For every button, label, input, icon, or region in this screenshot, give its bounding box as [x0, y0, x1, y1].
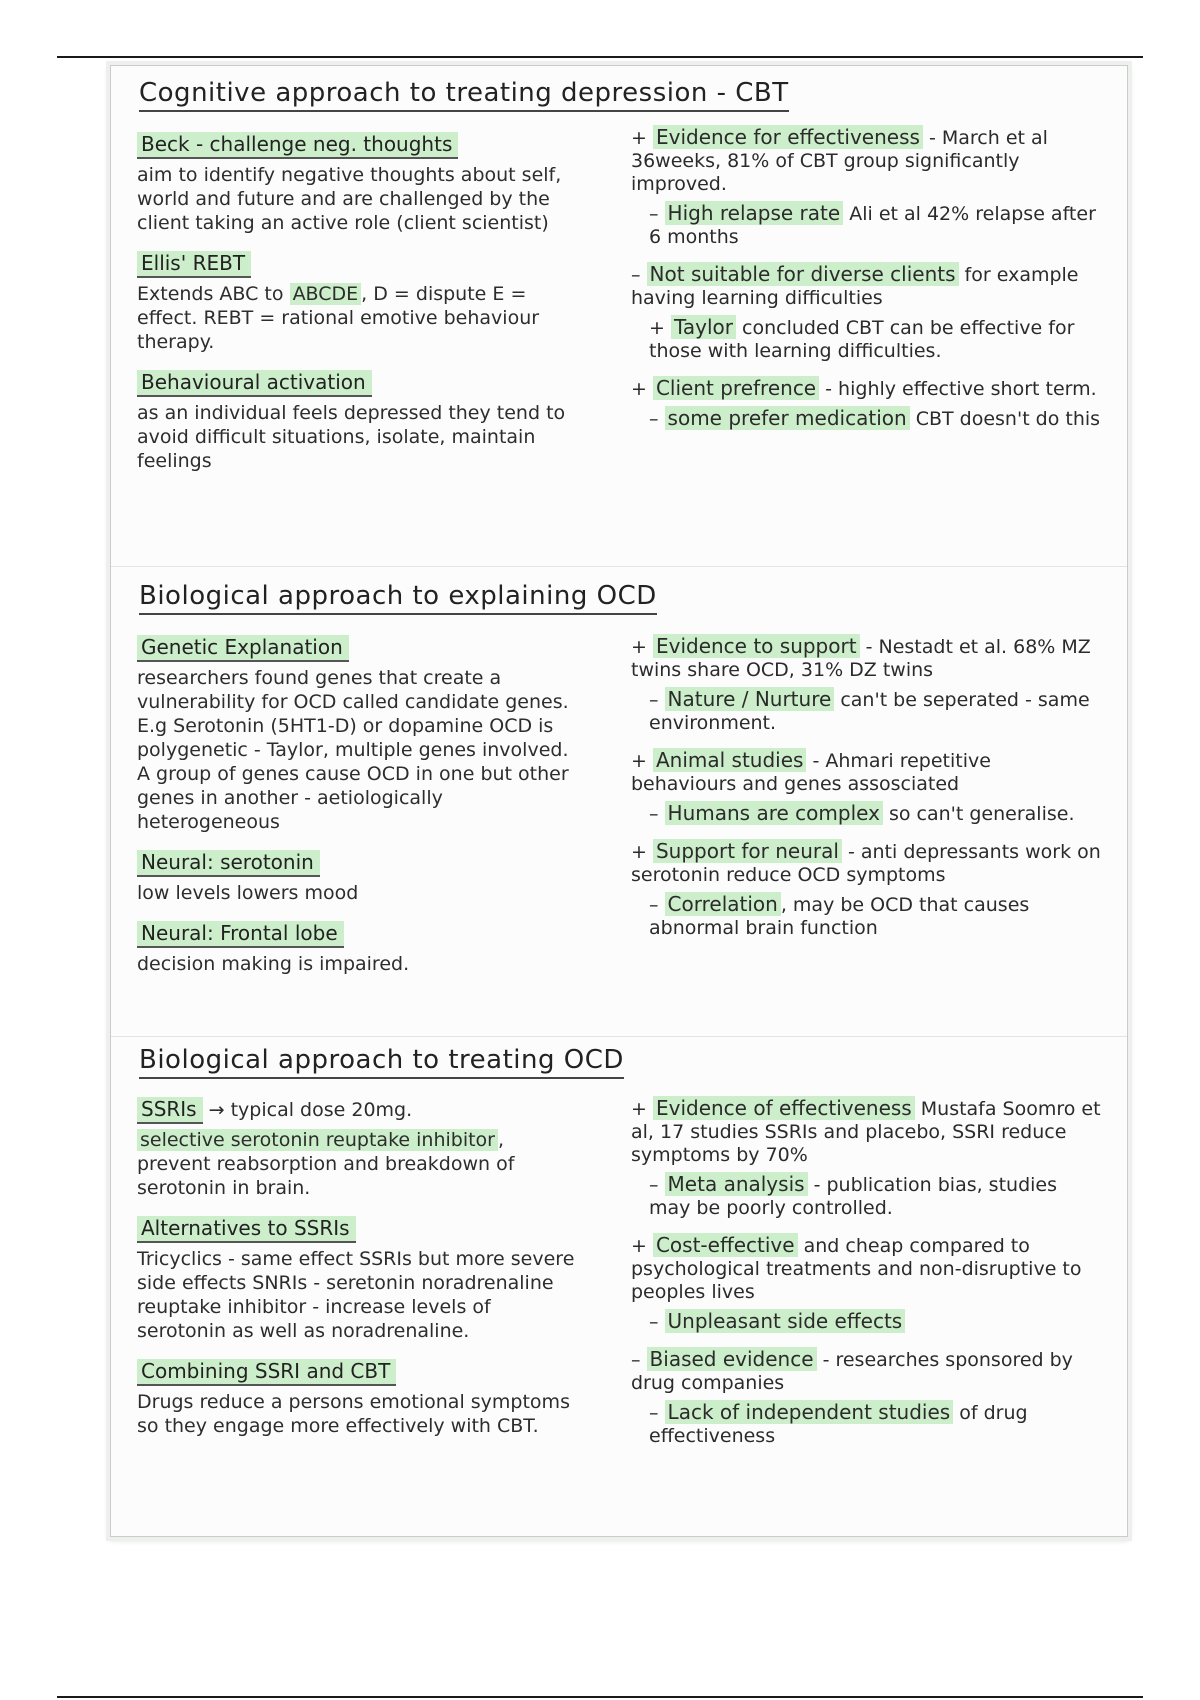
point-text: Mustafa Soomro et al, 17 studies SSRIs and placebo, SSRI reduce symptoms by 70% [631, 1098, 1101, 1166]
note-body: Drugs reduce a persons emotional symptoms so they engage more effectively with CBT. [137, 1391, 570, 1437]
point-highlight: Client prefrence [653, 376, 819, 400]
note-heading: Genetic Explanation [137, 635, 349, 662]
point-highlight: some prefer medication [665, 406, 910, 430]
point-text: of drug effectiveness [649, 1402, 1028, 1447]
point-highlight: Unpleasant side effects [665, 1309, 906, 1333]
point-sign: + [631, 1235, 647, 1257]
point-text: - anti depressants work on serotonin reduce OCD symptoms [631, 841, 1101, 886]
evaluation-point [649, 1401, 1101, 1448]
point-sign: + [631, 841, 647, 863]
note-body [137, 1128, 577, 1200]
point-sign: – [649, 1402, 659, 1424]
point-highlight: Biased evidence [647, 1347, 817, 1371]
point-sign: – [649, 689, 659, 711]
point-text: and cheap compared to psychological treatments and non-disruptive to peoples lives [631, 1235, 1082, 1303]
note-body-post: , D = dispute E = effect. REBT = rational emotive behaviour therapy. [137, 283, 540, 353]
point-highlight: Not suitable for diverse clients [647, 262, 959, 286]
evaluation-point [631, 840, 1101, 887]
point-highlight: Evidence of effectiveness [653, 1096, 915, 1120]
note-body [137, 282, 577, 354]
section-title: Biological approach to treating OCD [139, 1045, 624, 1079]
point-text: - March et al 36weeks, 81% of CBT group significantly improved. [631, 127, 1048, 195]
right-column [631, 1097, 1101, 1454]
point-text: for example having learning difficulties [631, 264, 1079, 309]
note-body: researchers found genes that create a vulnerability for OCD called candidate genes. E.g Serotonin (5HT1-D) or dopamine OCD is polygenetic - Taylor, multiple genes involved. A group of genes cause OCD in one but other genes in another - aetiologically heterogeneous [137, 667, 569, 833]
evaluation-point [649, 688, 1101, 735]
evaluation-point [631, 1234, 1101, 1304]
point-text: so can't generalise. [882, 803, 1075, 825]
evaluation-point [649, 202, 1101, 249]
top-rule [57, 56, 1143, 58]
right-column [631, 126, 1101, 437]
note-block [137, 132, 577, 235]
evaluation-point [649, 1310, 1101, 1334]
right-column [631, 635, 1101, 946]
point-sign: + [631, 636, 647, 658]
evaluation-point [631, 1348, 1101, 1395]
note-body: Tricyclics - same effect SSRIs but more severe side effects SNRIs - seretonin noradrenaline reuptake inhibitor - increase levels of serotonin as well as noradrenaline. [137, 1248, 575, 1342]
note-heading: Ellis' REBT [137, 251, 251, 278]
point-text: - highly effective short term. [819, 378, 1097, 400]
note-heading: Alternatives to SSRIs [137, 1216, 356, 1243]
note-block [137, 1097, 577, 1200]
point-sign: – [649, 203, 659, 225]
point-text: Ali et al 42% relapse after 6 months [649, 203, 1096, 248]
evaluation-point [631, 263, 1101, 310]
note-heading: Behavioural activation [137, 370, 372, 397]
note-block [137, 251, 577, 354]
point-sign: + [631, 1098, 647, 1120]
section-ocd-explaining [111, 566, 1127, 1037]
left-column [137, 1097, 577, 1454]
point-sign: – [631, 1349, 641, 1371]
note-body: aim to identify negative thoughts about self, world and future and are challenged by the client taking an active role (client scientist) [137, 164, 562, 234]
point-highlight: Evidence for effectiveness [653, 125, 923, 149]
section-title: Biological approach to explaining OCD [139, 581, 657, 615]
point-sign: – [649, 894, 659, 916]
point-text: CBT doesn't do this [909, 408, 1101, 430]
point-sign: + [631, 127, 647, 149]
note-block [137, 850, 577, 905]
point-text: - researches sponsored by drug companies [631, 1349, 1073, 1394]
point-highlight: Humans are complex [665, 801, 883, 825]
point-text: , may be OCD that causes abnormal brain function [649, 894, 1030, 939]
evaluation-point [631, 749, 1101, 796]
point-highlight: Cost-effective [653, 1233, 798, 1257]
note-block [137, 370, 577, 473]
section-cbt-depression [111, 66, 1127, 566]
point-sign: + [631, 750, 647, 772]
point-sign: – [649, 803, 659, 825]
point-highlight: High relapse rate [665, 201, 844, 225]
note-body-post: , prevent reabsorption and breakdown of serotonin in brain. [137, 1129, 515, 1199]
evaluation-point [631, 1097, 1101, 1167]
point-highlight: Taylor [671, 315, 736, 339]
section-title: Cognitive approach to treating depression - CBT [139, 78, 789, 112]
point-highlight: Correlation [665, 892, 781, 916]
note-body-highlight: ABCDE [290, 283, 362, 305]
note-body: as an individual feels depressed they tend to avoid difficult situations, isolate, maintain feelings [137, 402, 566, 472]
evaluation-point [631, 126, 1101, 196]
evaluation-point [649, 407, 1101, 431]
evaluation-point [649, 802, 1101, 826]
note-heading: Neural: serotonin [137, 850, 320, 877]
note-block [137, 1216, 577, 1343]
section-ocd-treating [111, 1036, 1127, 1537]
bottom-rule [57, 1696, 1143, 1698]
point-highlight: Evidence to support [653, 634, 860, 658]
point-text: - Ahmari repetitive behaviours and genes assosciated [631, 750, 991, 795]
point-sign: + [631, 378, 647, 400]
point-text: - publication bias, studies may be poorly controlled. [649, 1174, 1058, 1219]
note-block [137, 1359, 577, 1438]
point-sign: – [649, 1311, 659, 1333]
point-text: concluded CBT can be effective for those with learning difficulties. [649, 317, 1075, 362]
left-column [137, 132, 577, 489]
note-body-pre: Extends ABC to [137, 283, 290, 305]
note-body: decision making is impaired. [137, 953, 410, 975]
note-heading: Combining SSRI and CBT [137, 1359, 396, 1386]
note-block [137, 921, 577, 976]
note-heading-row [137, 1097, 577, 1128]
point-sign: – [649, 408, 659, 430]
note-heading: SSRIs [137, 1097, 203, 1124]
evaluation-point [649, 893, 1101, 940]
evaluation-point [631, 635, 1101, 682]
revision-card [110, 65, 1128, 1537]
point-sign: – [649, 1174, 659, 1196]
point-highlight: Meta analysis [665, 1172, 808, 1196]
evaluation-point [631, 377, 1101, 401]
evaluation-point [649, 316, 1101, 363]
point-highlight: Animal studies [653, 748, 806, 772]
note-block [137, 635, 577, 834]
left-column [137, 635, 577, 992]
note-body: low levels lowers mood [137, 882, 359, 904]
point-text: can't be seperated - same environment. [649, 689, 1090, 734]
point-highlight: Support for neural [653, 839, 842, 863]
point-highlight: Nature / Nurture [665, 687, 835, 711]
point-text: - Nestadt et al. 68% MZ twins share OCD, 31% DZ twins [631, 636, 1091, 681]
point-sign: + [649, 317, 665, 339]
note-body-highlight: selective serotonin reuptake inhibitor [137, 1129, 498, 1151]
note-heading: Beck - challenge neg. thoughts [137, 132, 458, 159]
point-highlight: Lack of independent studies [665, 1400, 954, 1424]
point-sign: – [631, 264, 641, 286]
note-heading: Neural: Frontal lobe [137, 921, 344, 948]
note-heading-suffix: → typical dose 20mg. [202, 1099, 413, 1121]
evaluation-point [649, 1173, 1101, 1220]
